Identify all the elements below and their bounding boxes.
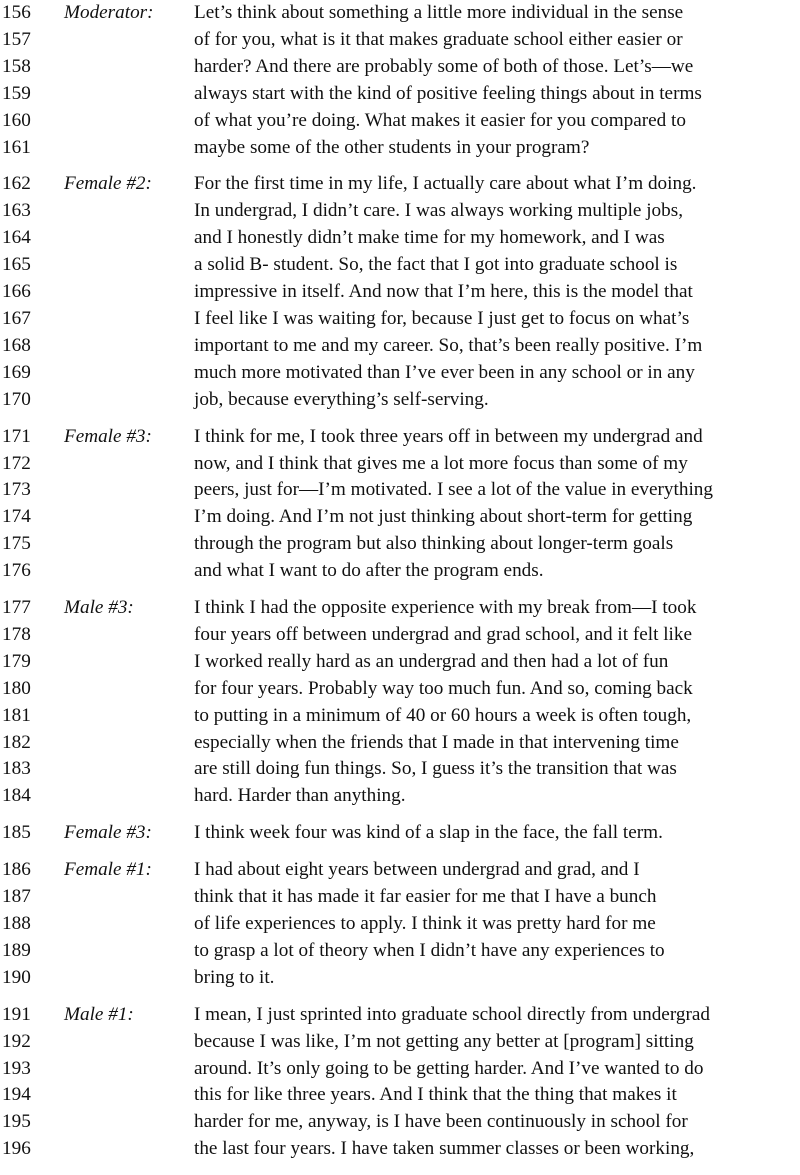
line-number: 160 — [2, 109, 31, 131]
line-number: 195 — [2, 1111, 31, 1133]
text-line: especially when the friends that I made in that intervening time — [194, 731, 679, 753]
text-line: hard. Harder than anything. — [194, 785, 406, 807]
line-number: 164 — [2, 227, 31, 249]
line-number: 161 — [2, 136, 31, 158]
text-line: I mean, I just sprinted into graduate school directly from undergrad — [194, 1003, 710, 1025]
line-number: 167 — [2, 307, 31, 329]
speaker-turn — [0, 1002, 800, 1163]
text-line: maybe some of the other students in your program? — [194, 136, 590, 158]
speaker-label: Female #3: — [64, 425, 152, 447]
line-number: 177 — [2, 597, 31, 619]
text-line: for four years. Probably way too much fun. And so, coming back — [194, 677, 693, 699]
speaker-turn — [0, 171, 800, 413]
line-number: 196 — [2, 1138, 31, 1160]
text-line: harder? And there are probably some of both of those. Let’s—we — [194, 55, 694, 77]
utterance-text — [194, 820, 800, 847]
text-line: are still doing fun things. So, I guess it’s the transition that was — [194, 758, 677, 780]
text-line: impressive in itself. And now that I’m here, this is the model that — [194, 281, 693, 303]
line-number-column — [0, 595, 64, 810]
text-line: and I honestly didn’t make time for my homework, and I was — [194, 227, 665, 249]
utterance-text — [194, 0, 800, 161]
speaker-label: Female #2: — [64, 173, 152, 195]
line-number-column — [0, 1002, 64, 1163]
line-number: 165 — [2, 254, 31, 276]
line-number: 184 — [2, 785, 31, 807]
line-number: 157 — [2, 28, 31, 50]
utterance-text — [194, 857, 800, 992]
text-line: peers, just for—I’m motivated. I see a lot of the value in everything — [194, 479, 713, 501]
speaker-label: Male #1: — [64, 1003, 134, 1025]
line-number: 172 — [2, 452, 31, 474]
line-number: 170 — [2, 388, 31, 410]
utterance-text — [194, 595, 800, 810]
text-line: I think week four was kind of a slap in the face, the fall term. — [194, 822, 663, 844]
line-number: 188 — [2, 913, 31, 934]
text-line: to putting in a minimum of 40 or 60 hours a week is often tough, — [194, 704, 692, 726]
text-line: of what you’re doing. What makes it easier for you compared to — [194, 109, 686, 131]
utterance-text — [194, 1002, 800, 1163]
line-number: 185 — [2, 822, 31, 844]
text-line: the last four years. I have taken summer classes or been working, — [194, 1138, 695, 1160]
text-line: harder for me, anyway, is I have been continuously in school for — [194, 1111, 688, 1133]
line-number: 158 — [2, 55, 31, 77]
speaker-turn — [0, 0, 800, 161]
line-number-column — [0, 424, 64, 585]
line-number: 169 — [2, 361, 31, 383]
text-line: important to me and my career. So, that’s been really positive. I’m — [194, 334, 703, 356]
utterance-text — [194, 424, 800, 585]
text-line: and what I want to do after the program ends. — [194, 560, 544, 582]
text-line: much more motivated than I’ve ever been in any school or in any — [194, 361, 695, 383]
line-number: 162 — [2, 173, 31, 195]
text-line: I’m doing. And I’m not just thinking about short-term for getting — [194, 506, 693, 528]
text-line: always start with the kind of positive feeling things about in terms — [194, 82, 702, 104]
line-number-column — [0, 0, 64, 161]
speaker-turn — [0, 857, 800, 992]
line-number: 180 — [2, 677, 31, 699]
text-line: this for like three years. And I think that the thing that makes it — [194, 1084, 677, 1106]
text-line: because I was like, I’m not getting any better at [program] sitting — [194, 1030, 694, 1052]
line-number: 168 — [2, 334, 31, 356]
utterance-text — [194, 171, 800, 413]
line-number: 175 — [2, 533, 31, 555]
text-line: of life experiences to apply. I think it was pretty hard for me — [194, 913, 656, 934]
text-line: I think for me, I took three years off in between my undergrad and — [194, 425, 703, 447]
text-line: bring to it. — [194, 966, 275, 988]
line-number: 186 — [2, 859, 31, 881]
text-line: job, because everything’s self-serving. — [194, 388, 489, 410]
line-number: 156 — [2, 2, 31, 23]
line-number: 187 — [2, 886, 31, 908]
text-line: I feel like I was waiting for, because I just get to focus on what’s — [194, 307, 690, 329]
line-number: 159 — [2, 82, 31, 104]
text-line: through the program but also thinking about longer-term goals — [194, 533, 674, 555]
text-line: around. It’s only going to be getting harder. And I’ve wanted to do — [194, 1057, 704, 1079]
text-line: to grasp a lot of theory when I didn’t have any experiences to — [194, 939, 665, 961]
text-line: now, and I think that gives me a lot more focus than some of my — [194, 452, 688, 474]
line-number: 194 — [2, 1084, 31, 1106]
line-number: 183 — [2, 758, 31, 780]
line-number: 171 — [2, 425, 31, 447]
line-number: 193 — [2, 1057, 31, 1079]
line-number: 182 — [2, 731, 31, 753]
speaker-label: Male #3: — [64, 597, 134, 619]
line-number: 173 — [2, 479, 31, 501]
line-number: 181 — [2, 704, 31, 726]
line-number: 189 — [2, 939, 31, 961]
text-line: four years off between undergrad and grad school, and it felt like — [194, 623, 692, 645]
line-number: 163 — [2, 200, 31, 222]
speaker-label: Moderator: — [64, 2, 154, 23]
line-number: 179 — [2, 650, 31, 672]
line-number: 178 — [2, 623, 31, 645]
text-line: I worked really hard as an undergrad and then had a lot of fun — [194, 650, 669, 672]
line-number-column — [0, 820, 64, 847]
line-number: 176 — [2, 560, 31, 582]
line-number: 192 — [2, 1030, 31, 1052]
line-number: 174 — [2, 506, 31, 528]
line-number: 166 — [2, 281, 31, 303]
speaker-turn — [0, 424, 800, 585]
text-line: a solid B- student. So, the fact that I got into graduate school is — [194, 254, 678, 276]
speaker-turn — [0, 595, 800, 810]
text-line: I had about eight years between undergrad and grad, and I — [194, 859, 640, 881]
text-line: think that it has made it far easier for me that I have a bunch — [194, 886, 657, 908]
line-number-column — [0, 171, 64, 413]
text-line: For the first time in my life, I actually care about what I’m doing. — [194, 173, 697, 195]
text-line: I think I had the opposite experience with my break from—I took — [194, 597, 697, 619]
line-number-column — [0, 857, 64, 992]
speaker-label: Female #3: — [64, 822, 152, 844]
text-line: Let’s think about something a little more individual in the sense — [194, 2, 684, 23]
line-number: 190 — [2, 966, 31, 988]
speaker-turn — [0, 820, 800, 847]
text-line: In undergrad, I didn’t care. I was always working multiple jobs, — [194, 200, 683, 222]
line-number: 191 — [2, 1003, 31, 1025]
text-line: of for you, what is it that makes graduate school either easier or — [194, 28, 683, 50]
speaker-label: Female #1: — [64, 859, 152, 881]
